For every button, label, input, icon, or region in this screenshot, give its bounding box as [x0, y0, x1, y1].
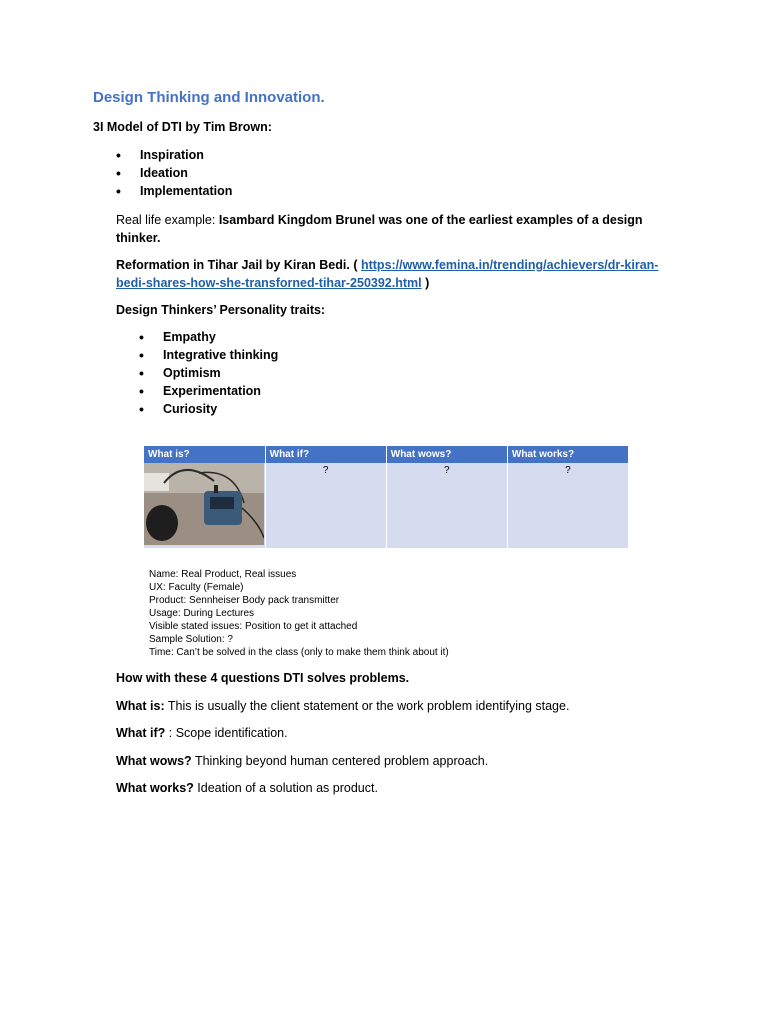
- question-what-if: [116, 724, 676, 742]
- dti-figure: [144, 446, 629, 545]
- table-header: What is?: [144, 446, 265, 463]
- question-label: What if?: [116, 726, 166, 740]
- model-heading: 3I Model of DTI by Tim Brown:: [93, 120, 272, 134]
- note-line: Usage: During Lectures: [149, 608, 255, 619]
- list-item: • Optimism: [139, 364, 278, 382]
- question-label: What wows?: [116, 754, 192, 768]
- transmitter-photo: [144, 463, 264, 545]
- note-line: Visible stated issues: Position to get it attached: [149, 621, 358, 632]
- table-cell: ?: [507, 463, 628, 548]
- traits-heading: Design Thinkers’ Personality traits:: [116, 303, 326, 317]
- list-item: • Implementation: [116, 182, 232, 200]
- list-item: • Experimentation: [139, 382, 278, 400]
- model-list: [116, 146, 232, 200]
- photo-cell: [144, 463, 265, 548]
- note-line: Product: Sennheiser Body pack transmitter: [149, 595, 340, 606]
- figure-notes: [149, 568, 449, 659]
- list-item: • Empathy: [139, 328, 278, 346]
- note-line: UX: Faculty (Female): [149, 582, 244, 593]
- question-what-works: [116, 779, 676, 797]
- reformation-text: Reformation in Tihar Jail by Kiran Bedi. (: [116, 258, 358, 272]
- question-label: What works?: [116, 781, 194, 795]
- note-line: Name: Real Product, Real issues: [149, 569, 297, 580]
- question-text: This is usually the client statement or the work problem identifying stage.: [164, 699, 570, 713]
- example-paragraph: [116, 211, 676, 247]
- question-text: Ideation of a solution as product.: [193, 781, 378, 795]
- page-title: Design Thinking and Innovation.: [93, 89, 325, 106]
- question-what-is: [116, 697, 676, 715]
- example-label: Real life example:: [116, 213, 216, 227]
- reformation-paragraph: [116, 256, 676, 292]
- table-cell: ?: [386, 463, 507, 548]
- list-item: • Curiosity: [139, 400, 278, 418]
- reformation-link[interactable]: https://www.femina.in/trending/achievers/dr-kiran-bedi-shares-how-she-transforned-tihar-250392.html: [116, 258, 659, 290]
- note-line: Sample Solution: ?: [149, 634, 233, 645]
- table-header: What if?: [265, 446, 386, 463]
- question-label: What is:: [116, 699, 165, 713]
- table-header: What wows?: [386, 446, 507, 463]
- questions-heading: How with these 4 questions DTI solves problems.: [116, 671, 410, 685]
- list-item: • Inspiration: [116, 146, 232, 164]
- list-item: • Ideation: [116, 164, 232, 182]
- question-text: Thinking beyond human centered problem approach.: [191, 754, 489, 768]
- list-item: • Integrative thinking: [139, 346, 278, 364]
- questions-table: [144, 446, 629, 548]
- table-cell: ?: [265, 463, 386, 548]
- reformation-close: ): [421, 276, 430, 290]
- table-header: What works?: [507, 446, 628, 463]
- traits-list: [139, 328, 278, 418]
- question-text: : Scope identification.: [165, 726, 288, 740]
- note-line: Time: Can’t be solved in the class (only to make them think about it): [149, 647, 449, 658]
- example-text: Isambard Kingdom Brunel was one of the earliest examples of a design thinker.: [116, 213, 643, 245]
- question-what-wows: [116, 752, 676, 770]
